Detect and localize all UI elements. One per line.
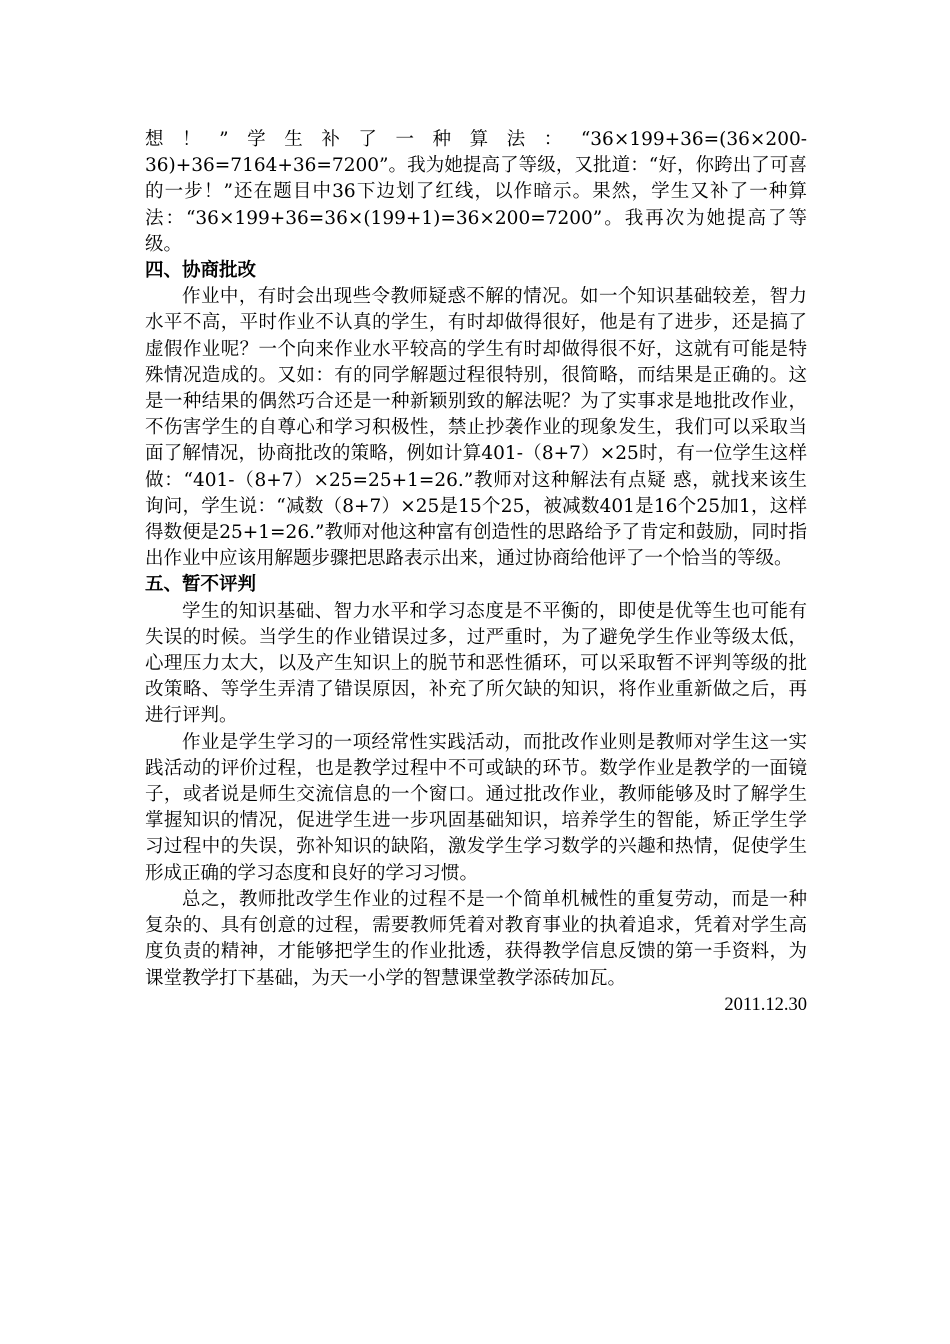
paragraph-conclusion: 总之，教师批改学生作业的过程不是一个简单机械性的重复劳动，而是一种复杂的、具有创意的过程，需要教师凭着对教育事业的执着追求，凭着对学生高度负责的精神，才能够把学生的作业批透，获得教学信息反馈的第一手资料，为课堂教学打下基础，为天一小学的智慧课堂教学添砖加瓦。 <box>145 888 807 989</box>
paragraph-deferred-judgment: 学生的知识基础、智力水平和学习态度是不平衡的，即使是优等生也可能有失误的时候。当学生的作业错误过多，过严重时，为了避免学生作业等级太低，心理压力太大，以及产生知识上的脱节和恶性循环，可以采取暂不评判等级的批改策略、等学生弄清了错误原因，补充了所欠缺的知识，将作业重新做之后，再进行评判。 <box>145 600 807 727</box>
paragraph-homework-role: 作业是学生学习的一项经常性实践活动，而批改作业则是教师对学生这一实践活动的评价过程，也是教学过程中不可或缺的环节。数学作业是教学的一面镜子，或者说是师生交流信息的一个窗口。通过批改作业，教师能够及时了解学生掌握知识的情况，促进学生进一步巩固基础知识，培养学生的智能，矫正学生学习过程中的失误，弥补知识的缺陷，激发学生学习数学的兴趣和热情，促使学生形成正确的学习态度和良好的学习习惯。 <box>145 731 807 884</box>
document-date: 2011.12.30 <box>724 994 807 1015</box>
section-heading-deferred-judgment: 五、暂不评判 <box>145 574 257 596</box>
paragraph-continuation: 想！”学生补了一种算法：“36×199+36=(36×200-36)+36=7164+36=7200”。我为她提高了等级，又批道：“好，你跨出了可喜的一步！”还在题目中36下边划了红线，以作暗示。果然，学生又补了一种算法：“36×199+36=36×(199+1)=36×200=7200”。我再次为她提高了等级。 <box>145 129 807 255</box>
section-heading-negotiated-grading: 四、协商批改 <box>145 260 257 282</box>
document-page <box>145 127 807 1018</box>
paragraph-negotiated-grading: 作业中，有时会出现些令教师疑惑不解的情况。如一个知识基础较差，智力水平不高，平时作业不认真的学生，有时却做得很好，他是有了进步，还是搞了虚假作业呢？一个向来作业水平较高的学生有时却做得很不好，这就有可能是特殊情况造成的。又如：有的同学解题过程很特别，很简略，而结果是正确的。这是一种结果的偶然巧合还是一种新颖别致的解法呢？为了实事求是地批改作业，不伤害学生的自尊心和学习积极性，禁止抄袭作业的现象发生，我们可以采取当面了解情况，协商批改的策略，例如计算401-（8+7）×25时，有一位学生这样做：“401-（8+7）×25=25+1=26.”教师对这种解法有点疑 惑，就找来该生询问，学生说：“减数（8+7）×25是15个25，被减数401是16个25加1，这样得数便是25+1=26.”教师对他这种富有创造性的思路给予了肯定和鼓励，同时指出作业中应该用解题步骤把思路表示出来，通过协商给他评了一个恰当的等级。 <box>145 286 807 570</box>
